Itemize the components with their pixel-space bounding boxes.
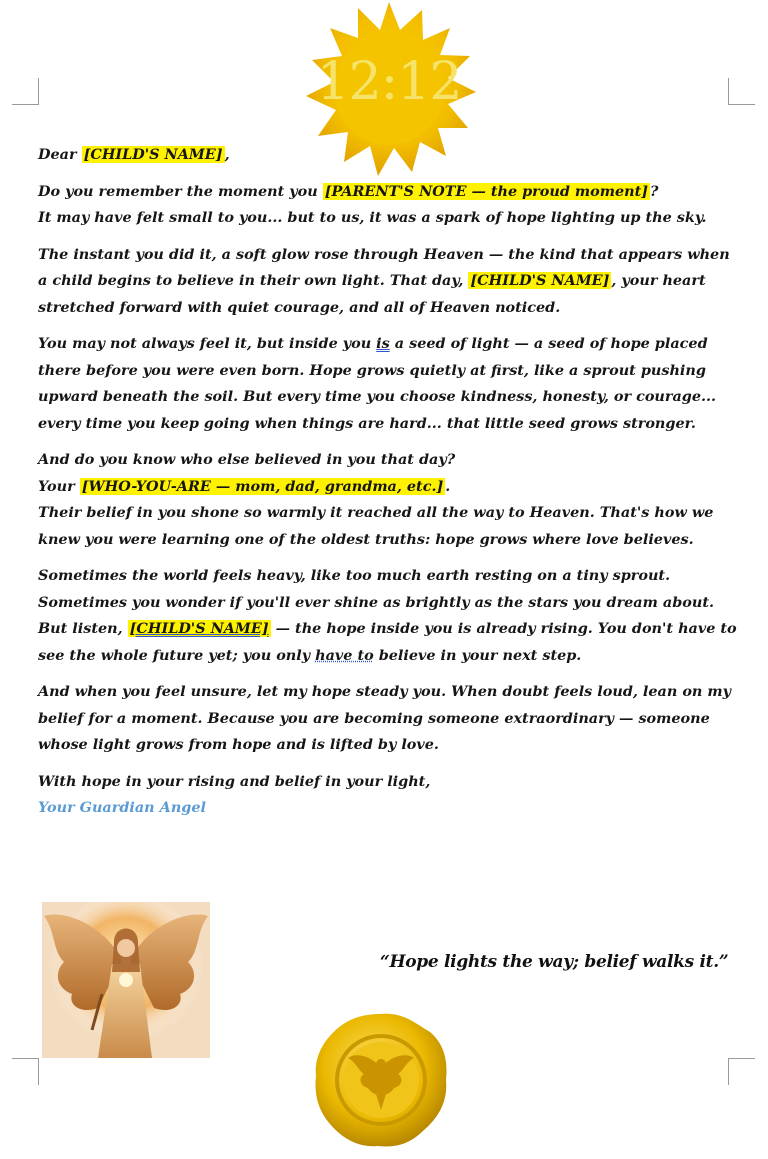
p1-text-b: ? [650, 182, 659, 200]
guardian-angel-icon [42, 902, 210, 1058]
paragraph-4 [38, 447, 738, 553]
p4-text-a: Your [38, 477, 80, 495]
salutation [38, 142, 738, 169]
who-you-are-placeholder: [WHO-YOU-ARE — mom, dad, grandma, etc.] [81, 477, 444, 495]
paragraph-5 [38, 563, 738, 669]
p2-text-b: , your heart stretched forward with quiet courage, and all of Heaven noticed. [38, 272, 706, 316]
child-name-placeholder: [CHILD'S NAME] [83, 146, 223, 163]
sun-number: 12:12 [316, 52, 462, 112]
crop-mark-top-right [728, 78, 755, 105]
p4-line-1: And do you know who else believed in you that day? [38, 451, 456, 468]
parent-note-placeholder: [PARENT'S NOTE — the proud moment] [324, 182, 649, 200]
paragraph-1 [38, 179, 738, 232]
grammar-flag-is: is [376, 335, 390, 352]
child-name-placeholder: [CHILD'S NAME] [470, 272, 610, 289]
paragraph-3 [38, 331, 738, 437]
p5-text-a: Sometimes the world feels heavy, like too much earth resting on a tiny sprout. Sometimes you wonder if you'll ever shine as brightly as the stars you dream about. But listen, [38, 567, 714, 637]
crop-mark-bottom-right [728, 1058, 755, 1085]
paragraph-2 [38, 242, 738, 322]
grammar-flag-have-to: have to [315, 646, 374, 664]
p1-text-a: Do you remember the moment you [38, 182, 323, 200]
signature: Your Guardian Angel [38, 799, 206, 816]
salutation-text: Dear [38, 146, 82, 163]
motto-quote: “Hope lights the way; belief walks it.” [380, 952, 729, 972]
p3-text-a: You may not always feel it, but inside you [38, 335, 377, 352]
letter-body [38, 142, 738, 822]
closing-block [38, 769, 738, 822]
p1-line-2: It may have felt small to you... but to us, it was a spark of hope lighting up the sky. [38, 209, 707, 226]
closing-line: With hope in your rising and belief in your light, [38, 772, 431, 790]
p4-line-3: Their belief in you shone so warmly it reached all the way to Heaven. That's how we knew you were learning one of the oldest truths: hope grows where love believes. [38, 504, 714, 548]
crop-mark-bottom-left [12, 1058, 39, 1085]
p4-text-b: . [445, 477, 451, 495]
p5-text-b: — the hope inside you is already rising. You don't have to see the whole future yet; you only [38, 620, 737, 664]
salutation-comma: , [224, 146, 230, 163]
paragraph-6: And when you feel unsure, let my hope steady you. When doubt feels loud, lean on my belief for a moment. Because you are becoming someone extraordinary — someone whose light grows from hope and is lifted by love. [38, 683, 731, 753]
child-name-placeholder: [CHILD'S NAME] [129, 620, 269, 637]
crop-mark-top-left [12, 78, 39, 105]
p2-text-a: The instant you did it, a soft glow rose through Heaven — the kind that appears when a child begins to believe in their own light. That day, [38, 245, 730, 289]
p5-text-c: believe in your next step. [373, 646, 582, 664]
p3-text-b: a seed of light — a seed of hope placed there before you were even born. Hope grows quietly at first, like a sprout pushing upward beneath the soil. But every time you choose kindness, honesty, or courage... every time you keep going when things are hard... that little seed grows stronger. [38, 335, 717, 432]
wax-seal-icon [312, 1010, 450, 1150]
